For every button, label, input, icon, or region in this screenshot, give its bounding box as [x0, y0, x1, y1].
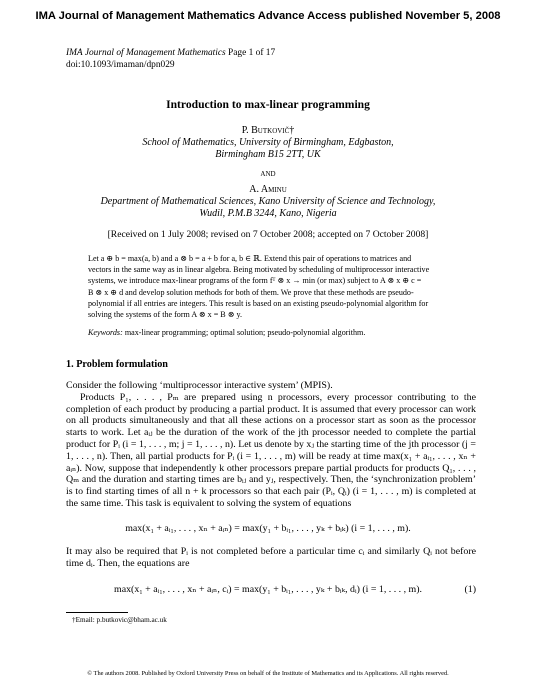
- author-1-affiliation-line-2: Birmingham B15 2TT, UK: [215, 149, 321, 160]
- paper-title: Introduction to max-linear programming: [166, 98, 370, 111]
- and-separator: and: [260, 168, 276, 179]
- equation-2-number: (1): [464, 584, 476, 595]
- page-number: Page 1 of 17: [228, 48, 276, 58]
- running-header: [66, 47, 275, 71]
- keywords: [88, 327, 458, 338]
- paragraph-1: Consider the following ‘multiprocessor interactive system’ (MPIS).: [66, 380, 333, 391]
- footnote-rule: [66, 612, 128, 613]
- author-2-affiliation-line-2: Wudil, P.M.B 3244, Kano, Nigeria: [199, 208, 337, 219]
- abstract-line: polynomial if all entries are integers. This result is based on an existing pseudo-polynomial algorithm for: [88, 298, 429, 308]
- abstract: [88, 253, 458, 320]
- abstract-line: Let a ⊕ b = max(a, b) and a ⊗ b = a + b for a, b ∈ ℝ. Extend this pair of operations to matrices and: [88, 254, 412, 263]
- doi: doi:10.1093/imaman/dpn029: [66, 60, 175, 70]
- author-1-name: P. Butkovič†: [241, 125, 295, 136]
- equation-2: max(x₁ + aᵢ₁, . . . , xₙ + aᵢₙ, cᵢ) = max(y₁ + bᵢ₁, . . . , yₖ + bᵢₖ, dᵢ) (i = 1, . . . , m).: [114, 584, 422, 595]
- equation-1: max(x₁ + aᵢ₁, . . . , xₙ + aᵢₙ) = max(y₁ + bᵢ₁, . . . , yₖ + bᵢₖ) (i = 1, . . . , m).: [125, 523, 411, 534]
- journal-banner: IMA Journal of Management Mathematics Advance Access published November 5, 2008: [35, 10, 501, 22]
- journal-name: IMA Journal of Management Mathematics: [66, 48, 226, 58]
- body-text: [66, 380, 476, 510]
- keywords-label: Keywords:: [88, 328, 123, 337]
- author-2-name: A. Aminu: [249, 184, 287, 195]
- abstract-line: vectors in the same way as in linear algebra. Being motivated by scheduling of multiprocessor interactive: [88, 265, 430, 275]
- author-1-affiliation-line-1: School of Mathematics, University of Birmingham, Edgbaston,: [142, 137, 394, 148]
- paragraph-2: Products P₁, . . . , Pₘ are prepared using n processors, every processor contributing to the completion of each product by producing a partial product. It is assumed that every processor can work on all products simultaneously and that all these actions on a processor start as soon as the processor starts to work. Let aᵢⱼ be the duration of the work of the jth processor needed to complete the partial product for Pᵢ (i = 1, . . . , m; j = 1, . . . , n). Let us denote by xⱼ the starting time of the jth processor (j = 1, . . . , n). Then, all partial products for Pᵢ (i = 1, . . . , m) will be ready at time max(x₁ + aᵢ₁, . . . , xₙ + aᵢₙ). Now, suppose that independently k other processors prepare partial products for products Q₁, . . . , Qₘ and the duration and starting times are bᵢⱼ and yⱼ, respectively. Then, the ‘synchronization problem’ is to find starting times of all n + k processors so that each pair (Pᵢ, Qᵢ) (i = 1, . . . , m) is completed at the same time. This task is equivalent to solving the system of equations: [66, 391, 476, 509]
- abstract-line: systems, we introduce max-linear programs of the form fᵀ ⊗ x → min (or max) subject to A ⊗ x ⊕ c =: [88, 276, 422, 286]
- footnote-email: †Email: p.butkovic@bham.ac.uk: [72, 616, 167, 624]
- received-dates: [Received on 1 July 2008; revised on 7 October 2008; accepted on 7 October 2008]: [107, 229, 429, 240]
- copyright-notice: © The authors 2008. Published by Oxford University Press on behalf of the Institute of Mathematics and its Applications. All rights reserved.: [87, 670, 449, 677]
- keywords-text: max-linear programming; optimal solution; pseudo-polynomial algorithm.: [124, 328, 366, 337]
- paragraph-3: It may also be required that Pᵢ is not completed before a particular time cᵢ and similarly Qᵢ not before time dᵢ. Then, the equations are: [66, 546, 476, 569]
- author-2-affiliation-line-1: Department of Mathematical Sciences, Kano University of Science and Technology,: [100, 196, 436, 207]
- abstract-line: solving the systems of the form A ⊗ x = B ⊗ y.: [88, 310, 243, 320]
- section-heading: 1. Problem formulation: [66, 359, 168, 370]
- abstract-line: B ⊗ x ⊕ d and develop solution methods for both of them. We prove that these methods are pseudo-: [88, 287, 414, 297]
